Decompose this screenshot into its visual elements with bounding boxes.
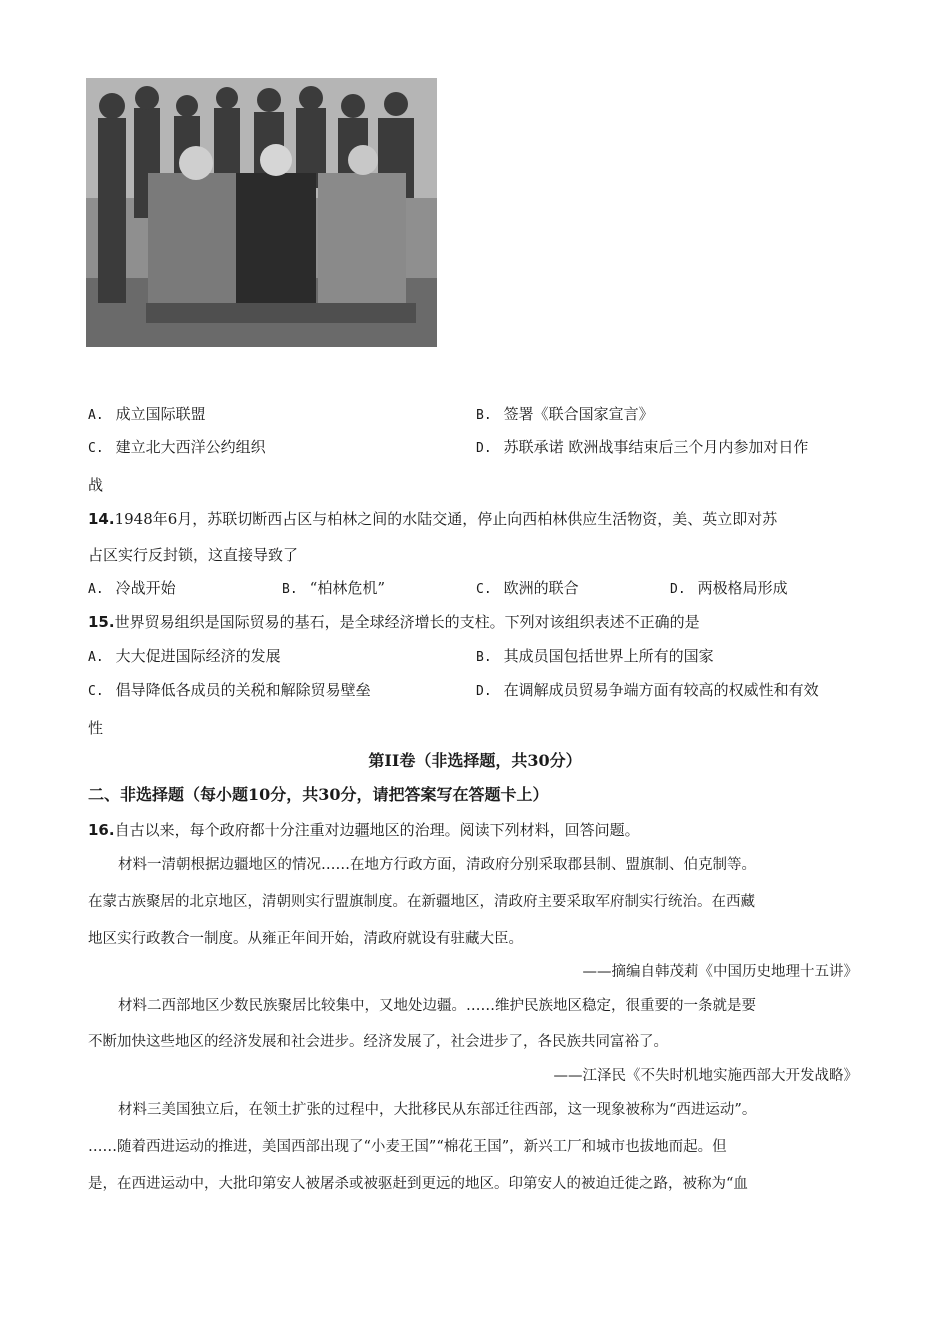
option-text: “柏林危机” bbox=[309, 579, 385, 597]
option-tag: B. bbox=[282, 582, 298, 597]
q15-option-d bbox=[476, 680, 819, 702]
option-text: 建立北大西洋公约组织 bbox=[115, 438, 266, 456]
option-tag: D. bbox=[670, 582, 686, 597]
option-text: 倡导降低各成员的关税和解除贸易壁垒 bbox=[115, 681, 371, 699]
material1-line3: 地区实行政教合一制度。从雍正年间开始，清政府就设有驻藏大臣。 bbox=[88, 931, 523, 947]
question-number: 15. bbox=[88, 613, 115, 631]
option-text: 苏联承诺 欧洲战事结束后三个月内参加对日作 bbox=[503, 438, 809, 456]
yalta-conference-photo bbox=[86, 78, 437, 347]
question-number: 14. bbox=[88, 510, 115, 528]
option-tag: B. bbox=[476, 650, 492, 665]
q13-option-b bbox=[476, 404, 654, 426]
material1-line1: 材料一清朝根据边疆地区的情况……在地方行政方面，清政府分别采取郡县制、盟旗制、伯克制等。 bbox=[118, 857, 756, 873]
q15-option-b bbox=[476, 646, 714, 668]
q14-stem-line2: 占区实行反封锁，这直接导致了 bbox=[88, 546, 299, 564]
q16-stem bbox=[88, 820, 640, 840]
option-text: 在调解成员贸易争端方面有较高的权威性和有效 bbox=[503, 681, 819, 699]
option-tag: A. bbox=[88, 650, 104, 665]
material2-line1: 材料二西部地区少数民族聚居比较集中，又地处边疆。……维护民族地区稳定，很重要的一条就是要 bbox=[118, 998, 756, 1014]
material3-line1: 材料三美国独立后，在领土扩张的过程中，大批移民从东部迁往西部，这一现象被称为“西进运动”。 bbox=[118, 1102, 757, 1118]
material2-line2: 不断加快这些地区的经济发展和社会进步。经济发展了，社会进步了，各民族共同富裕了。 bbox=[88, 1034, 668, 1050]
question-text: 世界贸易组织是国际贸易的基石，是全球经济增长的支柱。下列对该组织表述不正确的是 bbox=[114, 613, 700, 631]
q13-option-d bbox=[476, 437, 808, 459]
section-title: 第II卷（非选择题，共30分） bbox=[368, 751, 582, 770]
option-text: 成立国际联盟 bbox=[115, 405, 206, 423]
material3-line2: ……随着西进运动的推进，美国西部出现了“小麦王国”“棉花王国”，新兴工厂和城市也拔地而起。但 bbox=[88, 1139, 727, 1155]
option-tag: C. bbox=[476, 582, 492, 597]
q15-option-c bbox=[88, 680, 371, 702]
q14-option-d bbox=[670, 578, 788, 600]
option-tag: D. bbox=[476, 684, 492, 699]
option-tag: C. bbox=[88, 684, 104, 699]
material1-source: ——摘编自韩茂莉《中国历史地理十五讲》 bbox=[582, 964, 858, 980]
option-text: 签署《联合国家宣言》 bbox=[503, 405, 654, 423]
q14-option-a bbox=[88, 578, 176, 600]
q14-option-b bbox=[282, 578, 385, 600]
material1-line2: 在蒙古族聚居的北京地区，清朝则实行盟旗制度。在新疆地区，清政府主要采取军府制实行统治。在西藏 bbox=[88, 894, 755, 910]
q15-option-a bbox=[88, 646, 281, 668]
option-tag: D. bbox=[476, 441, 492, 456]
option-tag: A. bbox=[88, 582, 104, 597]
option-text: 大大促进国际经济的发展 bbox=[115, 647, 281, 665]
q14-option-c bbox=[476, 578, 579, 600]
photo-illustration bbox=[86, 78, 437, 347]
question-text: 1948年6月，苏联切断西占区与柏林之间的水陆交通，停止向西柏林供应生活物资，美、英立即对苏 bbox=[114, 510, 778, 528]
question-text: 自古以来，每个政府都十分注重对边疆地区的治理。阅读下列材料，回答问题。 bbox=[114, 821, 640, 839]
option-tag: B. bbox=[476, 408, 492, 423]
material3-line3: 是，在西进运动中，大批印第安人被屠杀或被驱赶到更远的地区。印第安人的被迫迁徙之路，被称为“血 bbox=[88, 1176, 748, 1192]
option-text: 两极格局形成 bbox=[697, 579, 788, 597]
option-tag: C. bbox=[88, 441, 104, 456]
q13-option-c bbox=[88, 437, 266, 459]
q13-option-d-continued: 战 bbox=[88, 476, 104, 494]
question-number: 16. bbox=[88, 821, 115, 839]
part-title: 二、非选择题（每小题10分，共30分，请把答案写在答题卡上） bbox=[88, 785, 549, 804]
option-text: 冷战开始 bbox=[115, 579, 176, 597]
q15-stem bbox=[88, 612, 700, 632]
option-text: 其成员国包括世界上所有的国家 bbox=[503, 647, 714, 665]
option-text: 欧洲的联合 bbox=[503, 579, 579, 597]
option-tag: A. bbox=[88, 408, 104, 423]
q15-option-d-continued: 性 bbox=[88, 719, 104, 737]
material2-source: ——江泽民《不失时机地实施西部大开发战略》 bbox=[553, 1068, 858, 1084]
q13-option-a bbox=[88, 404, 206, 426]
q14-stem-line1 bbox=[88, 509, 777, 529]
